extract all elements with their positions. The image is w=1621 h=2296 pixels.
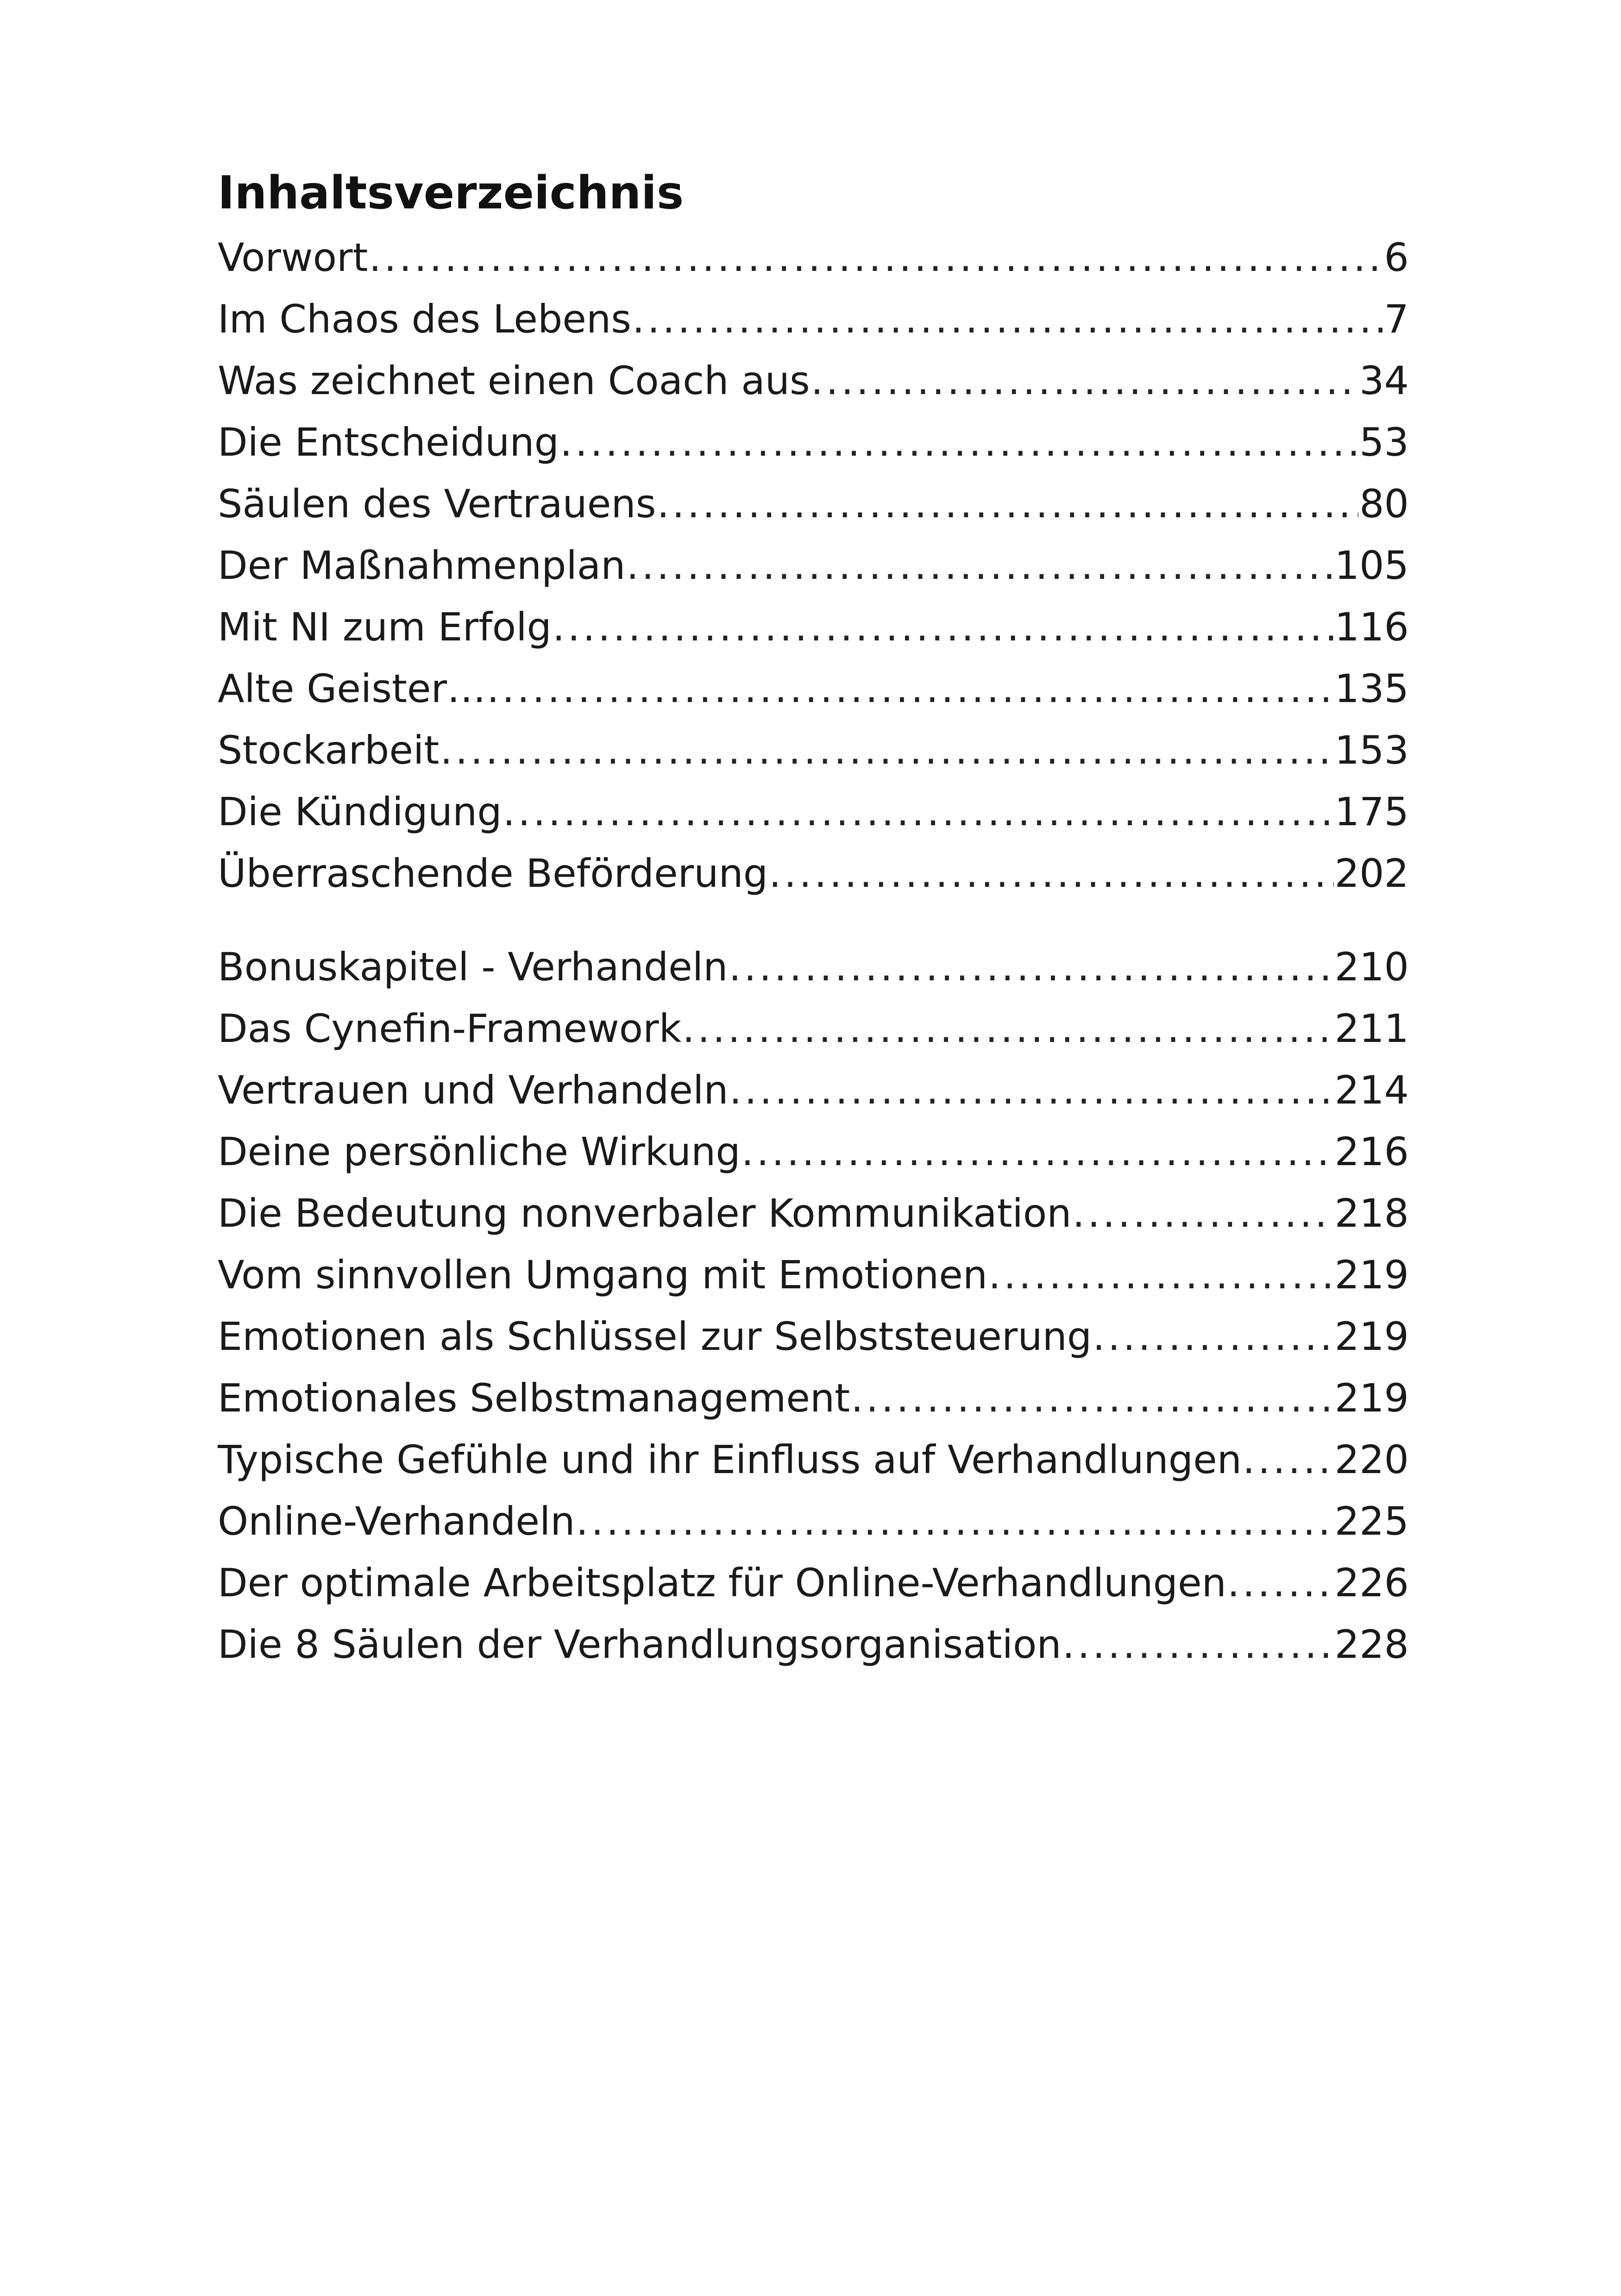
toc-dot-leader [851, 1368, 1333, 1429]
toc-entry [218, 412, 1409, 473]
toc-page-number: 202 [1334, 851, 1409, 896]
toc-entry-label: Das Cynefin-Framework [218, 1006, 682, 1051]
toc-dot-leader [729, 936, 1333, 998]
toc-dot-leader [503, 781, 1334, 843]
toc-dot-leader [682, 998, 1333, 1060]
toc-page-number: 214 [1334, 1067, 1409, 1113]
toc-dot-leader [1243, 1429, 1334, 1491]
toc-page-number: 225 [1334, 1499, 1409, 1544]
toc-dot-leader [1227, 1552, 1334, 1614]
toc-entry-label: Mit NI zum Erfolg [218, 604, 552, 650]
toc-entry [218, 596, 1409, 658]
toc-entry-label: Die Kündigung [218, 789, 502, 834]
toc-dot-leader [369, 227, 1383, 289]
toc-dot-leader [487, 658, 1334, 720]
toc-entry [218, 1121, 1409, 1183]
toc-page-number: 153 [1334, 728, 1409, 773]
toc-page-number: 220 [1334, 1437, 1409, 1482]
toc-page-number: 80 [1359, 481, 1409, 527]
toc-entry-label: Emotionales Selbstmanagement [218, 1375, 850, 1421]
toc-entry-label: Stockarbeit [218, 728, 440, 773]
toc-entry-label: Die Entscheidung [218, 420, 559, 465]
toc-dot-leader [741, 1121, 1334, 1183]
toc-page-number: 116 [1334, 604, 1409, 650]
toc-entry [218, 1429, 1409, 1491]
toc-entry-label: Vertrauen und Verhandeln [218, 1067, 729, 1113]
toc-page-number: 53 [1359, 420, 1409, 465]
toc-entry [218, 350, 1409, 412]
toc-entry-label: Überraschende Beförderung [218, 851, 768, 896]
toc-entry-label: Alte Geister… [218, 666, 486, 711]
toc-page-number: 219 [1334, 1314, 1409, 1359]
toc-entry [218, 1368, 1409, 1429]
toc-dot-leader [657, 473, 1358, 535]
toc-dot-leader [1062, 1614, 1334, 1675]
toc-entry [218, 1614, 1409, 1675]
page-title: Inhaltsverzeichnis [218, 167, 684, 220]
toc-page-number: 135 [1334, 666, 1409, 711]
toc-page-number: 216 [1334, 1129, 1409, 1174]
toc-dot-leader [1073, 1183, 1334, 1244]
toc-entry-label: Bonuskapitel - Verhandeln [218, 944, 728, 990]
toc-page-number: 34 [1359, 358, 1409, 403]
toc-page-number: 175 [1334, 789, 1409, 834]
toc-page-number: 7 [1384, 296, 1409, 342]
toc-entry [218, 1491, 1409, 1552]
toc-page-number: 105 [1334, 543, 1409, 588]
toc-entry [218, 1306, 1409, 1368]
toc-entry-label: Typische Gefühle und ihr Einfluss auf Verhandlungen [218, 1437, 1242, 1482]
toc-entry [218, 227, 1409, 289]
toc-page-number: 210 [1334, 944, 1409, 990]
toc-entry [218, 473, 1409, 535]
toc-dot-leader [988, 1244, 1334, 1306]
toc-entry [218, 720, 1409, 781]
toc-page-number: 6 [1384, 235, 1409, 280]
toc-main-list [218, 227, 1409, 904]
toc-entry [218, 658, 1409, 720]
toc-entry-label: Der optimale Arbeitsplatz für Online-Verhandlungen [218, 1560, 1226, 1606]
toc-entry-label: Die 8 Säulen der Verhandlungsorganisation [218, 1622, 1062, 1667]
toc-entry [218, 1060, 1409, 1121]
toc-dot-leader [553, 596, 1334, 658]
toc-page-number: 219 [1334, 1252, 1409, 1298]
toc-dot-leader [769, 843, 1334, 904]
toc-dot-leader [729, 1060, 1334, 1121]
toc-dot-leader [811, 350, 1358, 412]
toc-entry-label: Die Bedeutung nonverbaler Kommunikation [218, 1191, 1072, 1236]
toc-entry-label: Der Maßnahmenplan [218, 543, 626, 588]
toc-page-number: 211 [1334, 1006, 1409, 1051]
toc-entry-label: Vorwort [218, 235, 368, 280]
toc-dot-leader [440, 720, 1333, 781]
toc-dot-leader [1093, 1306, 1333, 1368]
toc-entry [218, 936, 1409, 998]
toc-entry [218, 998, 1409, 1060]
toc-entry-label: Deine persönliche Wirkung [218, 1129, 741, 1174]
toc-page-number: 226 [1334, 1560, 1409, 1606]
toc-bonus-list [218, 936, 1409, 1675]
toc-entry-label: Online-Verhandeln [218, 1499, 575, 1544]
toc-entry [218, 843, 1409, 904]
toc-entry-label: Was zeichnet einen Coach aus [218, 358, 810, 403]
toc-entry [218, 289, 1409, 350]
toc-entry [218, 535, 1409, 596]
toc-entry [218, 781, 1409, 843]
toc-entry-label: Emotionen als Schlüssel zur Selbststeuerung [218, 1314, 1092, 1359]
toc-dot-leader [632, 289, 1383, 350]
toc-page-number: 219 [1334, 1375, 1409, 1421]
toc-dot-leader [627, 535, 1334, 596]
toc-entry-label: Im Chaos des Lebens [218, 296, 631, 342]
toc-entry [218, 1552, 1409, 1614]
toc-dot-leader [576, 1491, 1334, 1552]
toc-entry-label: Vom sinnvollen Umgang mit Emotionen [218, 1252, 988, 1298]
toc-entry-label: Säulen des Vertrauens [218, 481, 656, 527]
toc-entry [218, 1244, 1409, 1306]
toc-page-number: 218 [1334, 1191, 1409, 1236]
toc-dot-leader [560, 412, 1358, 473]
toc-entry [218, 1183, 1409, 1244]
toc-page-number: 228 [1334, 1622, 1409, 1667]
